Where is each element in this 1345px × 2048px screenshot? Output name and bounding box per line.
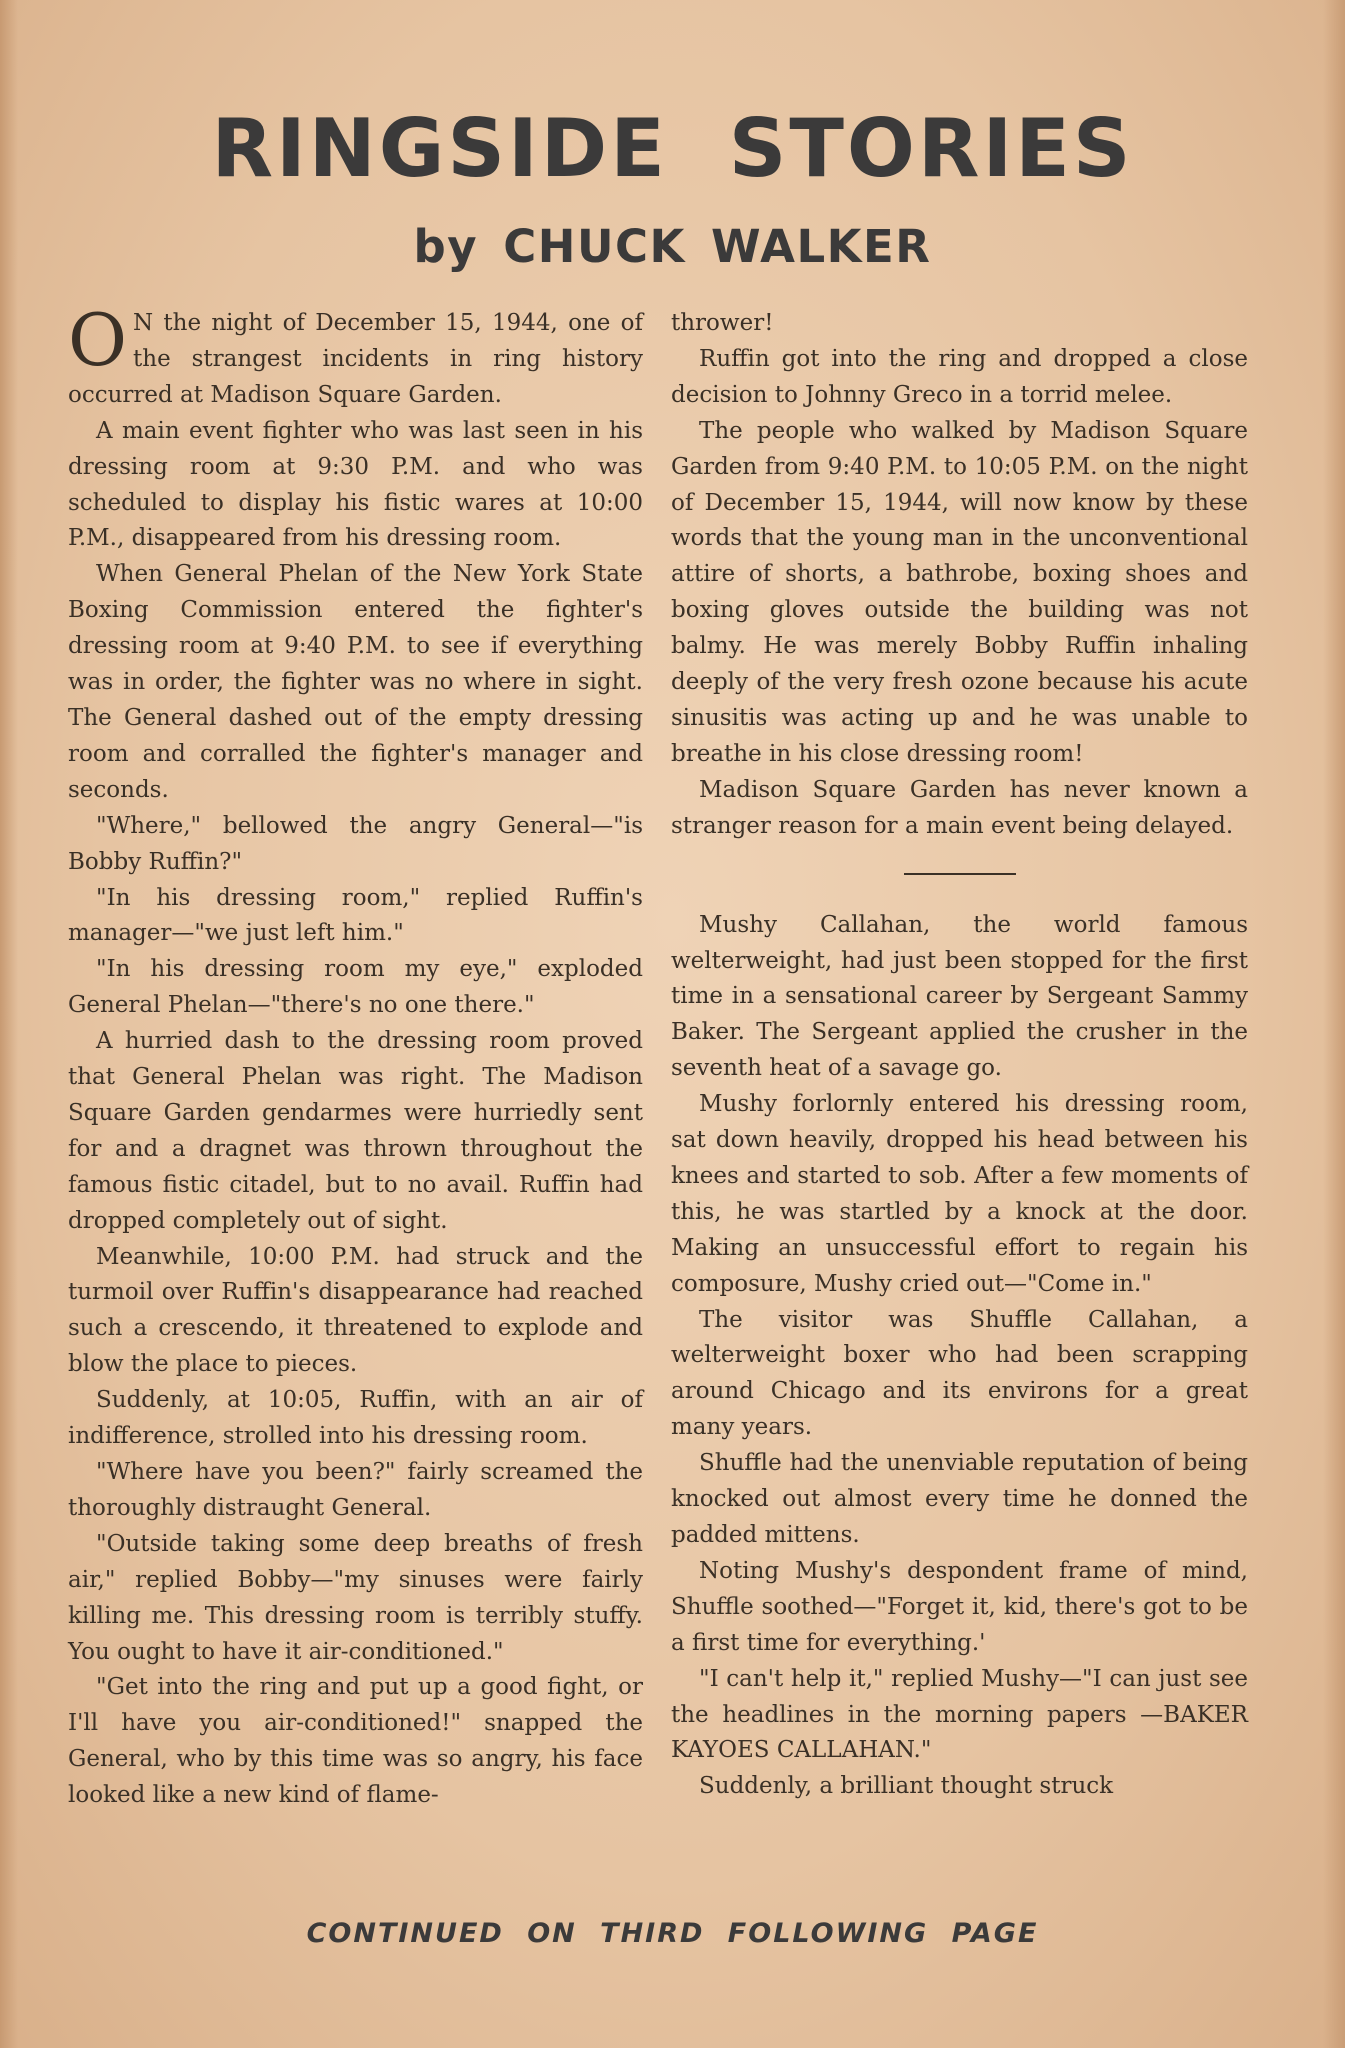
- article-paragraph: When General Phelan of the New York State Boxing Commission entered the fighter's dressing room at 9:40 P.M. to see if everything was in order, the fighter was no where in sight. The General dashed out of the empty dressing room and corralled the fighter's manager and seconds.: [68, 561, 643, 803]
- article-paragraph: thrower!: [671, 310, 774, 336]
- article-paragraph: Meanwhile, 10:00 P.M. had struck and the turmoil over Ruffin's disappearance had reached such a crescendo, it threatened to explode and blow the place to pieces.: [68, 1243, 643, 1378]
- article-paragraph: Ruffin got into the ring and dropped a close decision to Johnny Greco in a torrid melee.: [671, 345, 1248, 408]
- continued-note: CONTINUED ON THIRD FOLLOWING PAGE: [306, 1918, 1039, 1949]
- page-edge-left: [0, 0, 18, 2048]
- article-paragraph: "Outside taking some deep breaths of fresh air," replied Bobby—"my sinuses were fairly killing me. This dressing room is terribly stuffy. You ought to have it air-conditioned.": [68, 1530, 643, 1665]
- drop-cap: O: [68, 298, 128, 382]
- right-column: [671, 306, 1248, 1814]
- article-paragraph: The visitor was Shuffle Callahan, a welterweight boxer who had been scrapping around Chicago and its environs for a great many years.: [671, 1306, 1248, 1441]
- article-paragraph: Suddenly, at 10:05, Ruffin, with an air of indifference, strolled into his dressing room.: [68, 1387, 643, 1450]
- article-paragraph: Mushy Callahan, the world famous welterweight, had just been stopped for the first time in a sensational career by Sergeant Sammy Baker. The Sergeant applied the crusher in the seventh heat of a savage go.: [671, 911, 1248, 1082]
- article-paragraph: Madison Square Garden has never known a stranger reason for a main event being delayed.: [671, 776, 1248, 839]
- page-title: RINGSIDE STORIES: [211, 102, 1134, 195]
- page-edge-right: [1323, 0, 1345, 2048]
- article-paragraph: Noting Mushy's despondent frame of mind, Shuffle soothed—"Forget it, kid, there's got to be a first time for everything.': [671, 1557, 1248, 1656]
- section-divider: [904, 873, 1016, 875]
- article-paragraph: "I can't help it," replied Mushy—"I can just see the headlines in the morning papers —BAKER KAYOES CALLAHAN.": [671, 1665, 1248, 1764]
- article-paragraph: O N the night of December 15, 1944, one of the strangest incidents in ring history occurred at Madison Square Garden.: [68, 298, 643, 408]
- article-paragraph: Shuffle had the unenviable reputation of being knocked out almost every time he donned the padded mittens.: [671, 1450, 1248, 1548]
- article-paragraph: "Where have you been?" fairly screamed the thoroughly distraught General.: [68, 1459, 643, 1521]
- article-paragraph: "In his dressing room my eye," exploded General Phelan—"there's no one there.": [68, 956, 643, 1019]
- article-columns: [68, 298, 1248, 1814]
- article-paragraph: "Get into the ring and put up a good fight, or I'll have you air-conditioned!" snapped the General, who by this time was so angry, his face looked like a new kind of flame-: [68, 1674, 643, 1809]
- byline: by CHUCK WALKER: [413, 220, 932, 273]
- article-paragraph: Mushy forlornly entered his dressing room, sat down heavily, dropped his head between his knees and started to sob. After a few moments of this, he was startled by a knock at the door. Making an unsuccessful effort to regain his composure, Mushy cried out—"Come in.": [671, 1091, 1248, 1297]
- article-paragraph: A main event fighter who was last seen in his dressing room at 9:30 P.M. and who was scheduled to display his fistic wares at 10:00 P.M., disappeared from his dressing room.: [68, 417, 643, 552]
- article-paragraph: "In his dressing room," replied Ruffin's manager—"we just left him.": [68, 884, 643, 947]
- article-paragraph: A hurried dash to the dressing room proved that General Phelan was right. The Madison Square Garden gendarmes were hurriedly sent for and a dragnet was thrown throughout the famous fistic citadel, but to no avail. Ruffin had dropped completely out of sight.: [68, 1028, 643, 1234]
- article-paragraph: Suddenly, a brilliant thought struck: [699, 1773, 1114, 1800]
- article-paragraph: The people who walked by Madison Square Garden from 9:40 P.M. to 10:05 P.M. on the night of December 15, 1944, will now know by these words that the young man in the unconventional attire of shorts, a bathrobe, boxing shoes and boxing gloves outside the building was not balmy. He was merely Bobby Ruffin inhaling deeply of the very fresh ozone because his acute sinusitis was acting up and he was unable to breathe in his close dressing room!: [671, 417, 1248, 767]
- left-column: [68, 298, 643, 1814]
- article-paragraph: "Where," bellowed the angry General—"is Bobby Ruffin?": [68, 812, 643, 875]
